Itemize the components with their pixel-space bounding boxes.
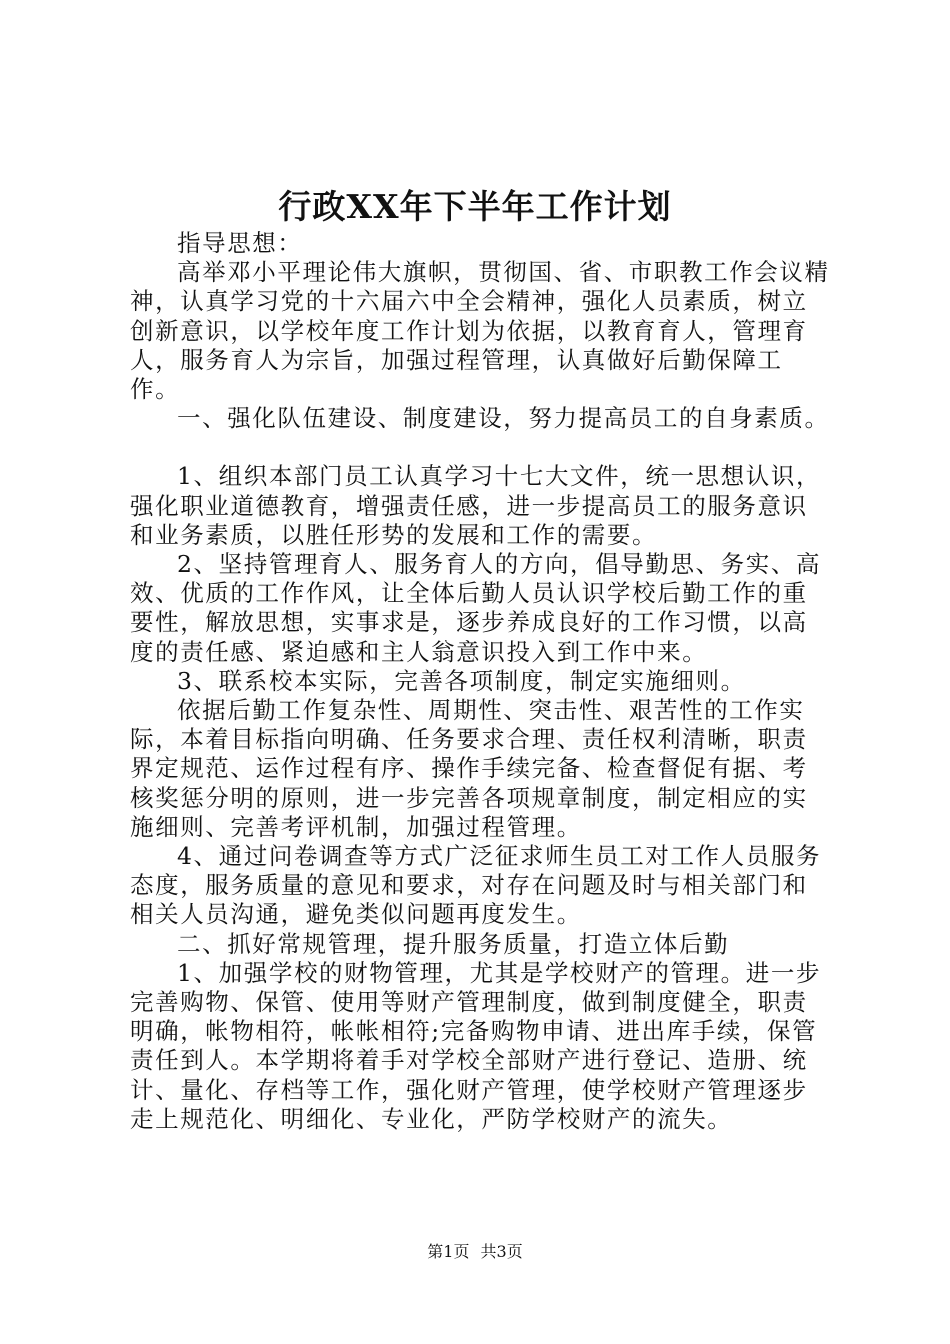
document-title: 行政XX年下半年工作计划 <box>278 187 672 226</box>
paragraph-guiding-content: 高举邓小平理论伟大旗帜，贯彻国、省、市职教工作会议精神，认真学习党的十六届六中全会精神，强化人员素质，树立创新意识，以学校年度工作计划为依据，以教育育人，管理育人，服务育人为宗旨，加强过程管理，认真做好后勤保障工作。 <box>130 258 830 404</box>
paragraph-item-3: 3、联系校本实际，完善各项制度，制定实施细则。 <box>177 666 746 695</box>
page-footer <box>0 1241 950 1263</box>
section-heading-2: 二、抓好常规管理，提升服务质量，打造立体后勤 <box>177 929 730 958</box>
paragraph-item-3-detail: 依据后勤工作复杂性、周期性、突击性、艰苦性的工作实际，本着目标指向明确、任务要求合理、责任权利清晰，职责界定规范、运作过程有序、操作手续完备、检查督促有据、考核奖惩分明的原则，进一步完善各项规章制度，制定相应的实施细则、完善考评机制，加强过程管理。 <box>130 696 808 841</box>
paragraph-item-4: 4、通过问卷调查等方式广泛征求师生员工对工作人员服务态度，服务质量的意见和要求，对存在问题及时与相关部门和相关人员沟通，避免类似问题再度发生。 <box>130 842 822 929</box>
document-body <box>130 229 830 1134</box>
page-number: 第1页 <box>427 1242 470 1261</box>
page-total: 共3页 <box>480 1242 523 1261</box>
paragraph-item-1: 1、组织本部门员工认真学习十七大文件，统一思想认识，强化职业道德教育，增强责任感，进一步提高员工的服务意识和业务素质，以胜任形势的发展和工作的需要。 <box>130 462 822 549</box>
paragraph-guiding-thought: 指导思想： <box>177 229 303 257</box>
paragraph-section-2-item-1: 1、加强学校的财物管理，尤其是学校财产的管理。进一步完善购物、保管、使用等财产管理制度，做到制度健全，职责明确，帐物相符，帐帐相符;完备购物申请、进出库手续，保管责任到人。本学期将着手对学校全部财产进行登记、造册、统计、量化、存档等工作，强化财产管理，使学校财产管理逐步走上规范化、明细化、专业化，严防学校财产的流失。 <box>130 958 822 1133</box>
paragraph-item-2: 2、坚持管理育人、服务育人的方向，倡导勤思、务实、高效、优质的工作作风，让全体后勤人员认识学校后勤工作的重要性，解放思想，实事求是，逐步养成良好的工作习惯，以高度的责任感、紧迫感和主人翁意识投入到工作中来。 <box>130 550 822 666</box>
section-heading-1: 一、强化队伍建设、制度建设，努力提高员工的自身素质。 <box>177 404 830 433</box>
